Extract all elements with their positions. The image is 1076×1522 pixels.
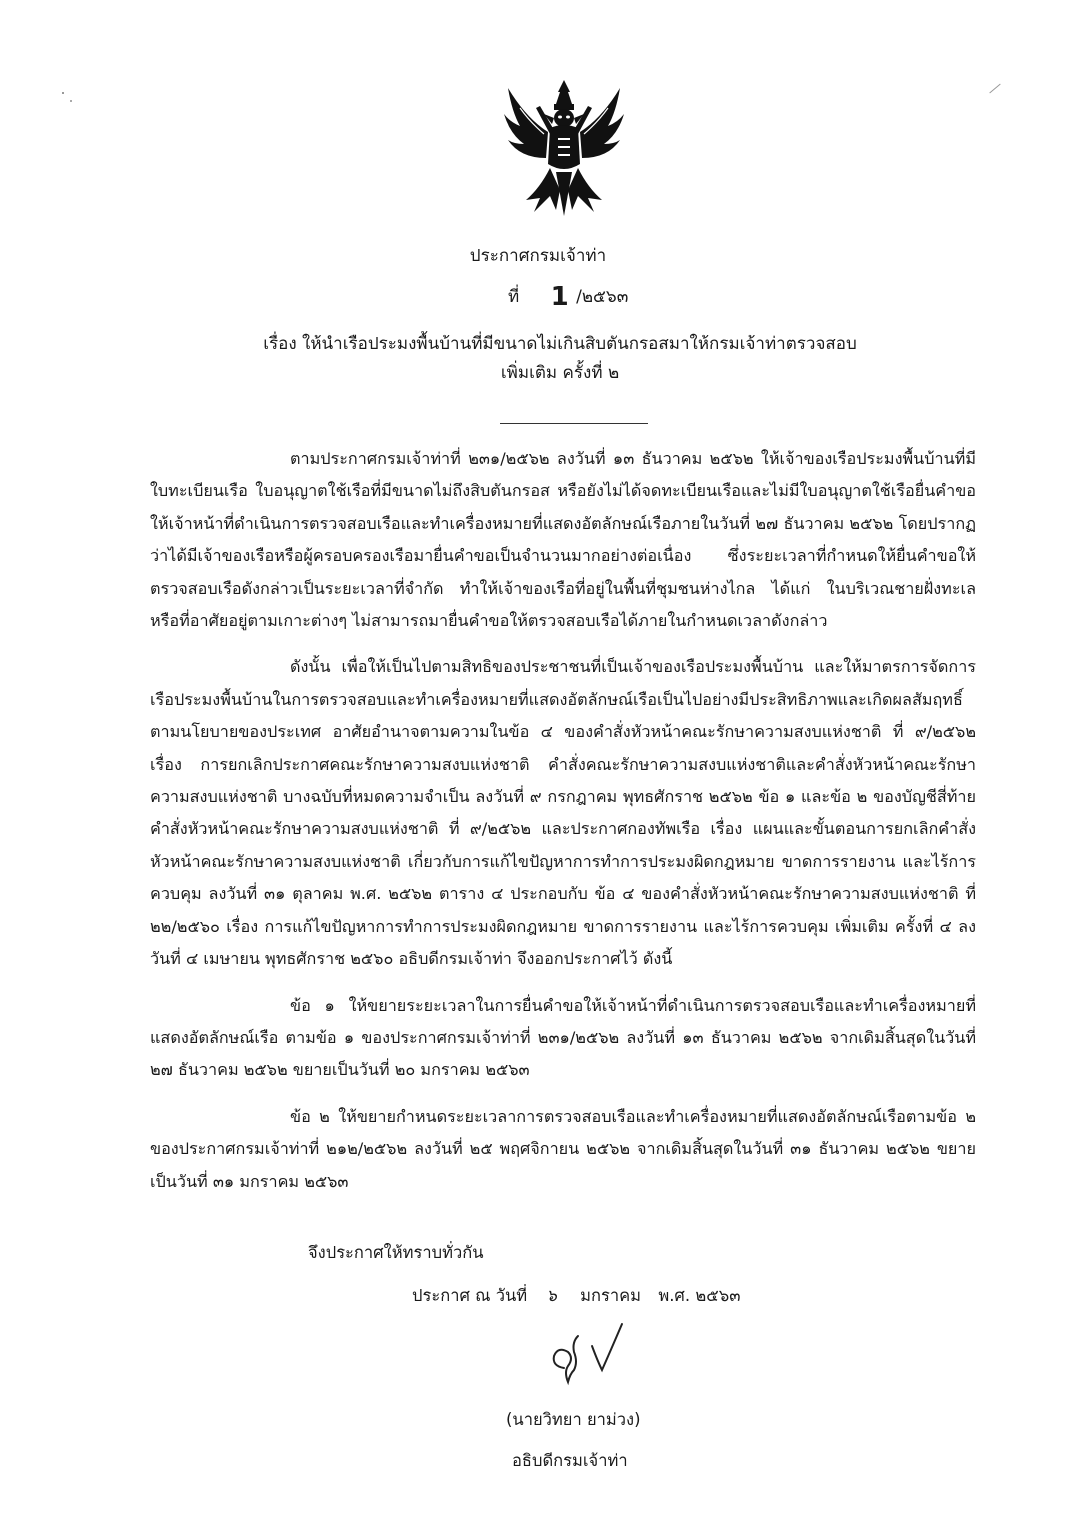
- date-month: มกราคม: [580, 1286, 642, 1305]
- signer-name: (นายวิทยา ยาม่วง): [506, 1410, 641, 1429]
- date-year: พ.ศ. ๒๕๖๓: [658, 1286, 741, 1305]
- garuda-emblem-icon: [500, 78, 628, 218]
- handwritten-signature: [530, 1312, 640, 1392]
- number-value: 1: [550, 282, 569, 312]
- date-prefix: ประกาศ ณ วันที่: [412, 1286, 528, 1305]
- subject-line: เพิ่มเติม ครั้งที่ ๒: [500, 363, 620, 383]
- scan-speck: [989, 84, 1000, 94]
- subject-block: [150, 330, 970, 388]
- body-paragraph: ดังนั้น เพื่อให้เป็นไปตามสิทธิของประชาชนที่เป็นเจ้าของเรือประมงพื้นบ้าน และให้มาตรการจัดการเรือประมงพื้นบ้านในการตรวจสอบและทำเครื่องหมายที่แสดงอัตลักษณ์เรือเป็นไปอย่างมีประสิทธิภาพและเกิดผลสัมฤทธิ์ตามนโยบายของประเทศ อาศัยอำนาจตามความในข้อ ๔ ของคำสั่งหัวหน้าคณะรักษาความสงบแห่งชาติ ที่ ๙/๒๕๖๒ เรื่อง การยกเลิกประกาศคณะรักษาความสงบแห่งชาติ คำสั่งคณะรักษาความสงบแห่งชาติและคำสั่งหัวหน้าคณะรักษาความสงบแห่งชาติ บางฉบับที่หมดความจำเป็น ลงวันที่ ๙ กรกฎาคม พุทธศักราช ๒๕๖๒ ข้อ ๑ และข้อ ๒ ของบัญชีสี่ท้ายคำสั่งหัวหน้าคณะรักษาความสงบแห่งชาติ ที่ ๙/๒๕๖๒ และประกาศกองทัพเรือ เรื่อง แผนและขั้นตอนการยกเลิกคำสั่งหัวหน้าคณะรักษาความสงบแห่งชาติ เกี่ยวกับการแก้ไขปัญหาการทำการประมงผิดกฎหมาย ขาดการรายงาน และไร้การควบคุม ลงวันที่ ๓๑ ตุลาคม พ.ศ. ๒๕๖๒ ตาราง ๔ ประกอบกับ ข้อ ๔ ของคำสั่งหัวหน้าคณะรักษาความสงบแห่งชาติ ที่ ๒๒/๒๕๖๐ เรื่อง การแก้ไขปัญหาการทำการประมงผิดกฎหมาย ขาดการรายงาน และไร้การควบคุม เพิ่มเติม ครั้งที่ ๔ ลงวันที่ ๔ เมษายน พุทธศักราช ๒๕๖๐ อธิบดีกรมเจ้าท่า จึงออกประกาศไว้ ดังนี้: [150, 657, 976, 969]
- subject-line: เรื่อง ให้นำเรือประมงพื้นบ้านที่มีขนาดไม่เกินสิบตันกรอสมาให้กรมเจ้าท่าตรวจสอบ: [263, 334, 857, 354]
- announcement-body: [150, 443, 976, 1212]
- scan-speck: [62, 92, 64, 94]
- divider: [500, 423, 648, 424]
- agency-heading: ประกาศกรมเจ้าท่า: [469, 246, 607, 266]
- number-year: /๒๕๖๓: [576, 287, 629, 307]
- signer-title: อธิบดีกรมเจ้าท่า: [512, 1451, 628, 1470]
- body-paragraph: ตามประกาศกรมเจ้าท่าที่ ๒๓๑/๒๕๖๒ ลงวันที่ ๑๓ ธันวาคม ๒๕๖๒ ให้เจ้าของเรือประมงพื้นบ้านที่มีใบทะเบียนเรือ ใบอนุญาตใช้เรือที่มีขนาดไม่ถึงสิบตันกรอส หรือยังไม่ได้จดทะเบียนเรือและไม่มีใบอนุญาตใช้เรือยื่นคำขอให้เจ้าหน้าที่ดำเนินการตรวจสอบเรือและทำเครื่องหมายที่แสดงอัตลักษณ์เรือภายในวันที่ ๒๗ ธันวาคม ๒๕๖๒ โดยปรากฏว่าได้มีเจ้าของเรือหรือผู้ครอบครองเรือมายื่นคำขอเป็นจำนวนมากอย่างต่อเนื่อง ซึ่งระยะเวลาที่กำหนดให้ยื่นคำขอให้ตรวจสอบเรือดังกล่าวเป็นระยะเวลาที่จำกัด ทำให้เจ้าของเรือที่อยู่ในพื้นที่ชุมชนห่างไกล ได้แก่ ในบริเวณชายฝั่งทะเล หรือที่อาศัยอยู่ตามเกาะต่างๆ ไม่สามารถมายื่นคำขอให้ตรวจสอบเรือได้ภายในกำหนดเวลาดังกล่าว: [150, 449, 976, 631]
- scan-speck: [70, 100, 72, 102]
- announcement-date: [412, 1283, 741, 1309]
- announcement-number: [508, 282, 628, 312]
- body-paragraph: ข้อ ๒ ให้ขยายกำหนดระยะเวลาการตรวจสอบเรือและทำเครื่องหมายที่แสดงอัตลักษณ์เรือตามข้อ ๒ ของประกาศกรมเจ้าท่าที่ ๒๑๒/๒๕๖๒ ลงวันที่ ๒๕ พฤศจิกายน ๒๕๖๒ จากเดิมสิ้นสุดในวันที่ ๓๑ ธันวาคม ๒๕๖๒ ขยายเป็นวันที่ ๓๑ มกราคม ๒๕๖๓: [150, 1106, 976, 1191]
- closing-statement: จึงประกาศให้ทราบทั่วกัน: [308, 1243, 484, 1262]
- date-day: ๖: [546, 1286, 557, 1305]
- number-label: ที่: [508, 287, 520, 307]
- body-paragraph: ข้อ ๑ ให้ขยายระยะเวลาในการยื่นคำขอให้เจ้าหน้าที่ดำเนินการตรวจสอบเรือและทำเครื่องหมายที่แสดงอัตลักษณ์เรือ ตามข้อ ๑ ของประกาศกรมเจ้าท่าที่ ๒๓๑/๒๕๖๒ ลงวันที่ ๑๓ ธันวาคม ๒๕๖๒ จากเดิมสิ้นสุดในวันที่ ๒๗ ธันวาคม ๒๕๖๒ ขยายเป็นวันที่ ๒๐ มกราคม ๒๕๖๓: [150, 995, 976, 1080]
